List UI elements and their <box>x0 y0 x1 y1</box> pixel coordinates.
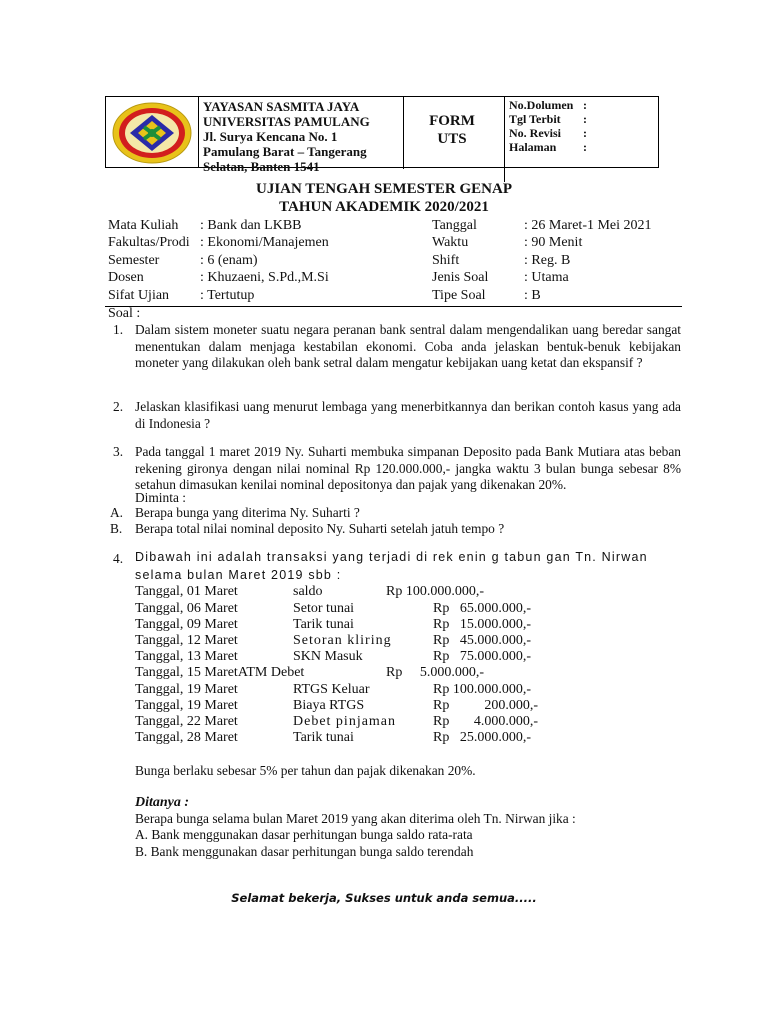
info-label: Semester <box>108 253 160 268</box>
university-logo <box>106 97 198 167</box>
transaction-amount: Rp 200.000,- <box>433 698 538 713</box>
question-4-option-a: A. Bank menggunakan dasar perhitungan bunga saldo rata-rata <box>135 827 473 842</box>
document-meta <box>505 97 662 168</box>
header-table <box>105 96 659 174</box>
transaction-date: Tanggal, 19 Maret <box>135 698 238 713</box>
address-line-3: Selatan, Banten 1541 <box>203 159 320 174</box>
transaction-amount: Rp 75.000.000,- <box>433 649 531 664</box>
info-label: Tipe Soal <box>432 288 486 303</box>
transaction-desc: Debet pinjaman <box>293 714 397 729</box>
question-1-text: Dalam sistem moneter suatu negara peranan bank sentral dalam mengendalikan uang beredar sangat menentukan dalam menjaga kestabilan ekonomi. Coba anda jelaskan bentuk-benuk kebijakan moneter yang dilakukan oleh bank setral dalam mengatur kebijakan uang ketat dan ekspansif ? <box>135 322 681 371</box>
transaction-amount: Rp 25.000.000,- <box>433 730 531 745</box>
transaction-desc: Tarik tunai <box>293 617 354 632</box>
meta-colon: : <box>583 98 587 112</box>
academic-year: TAHUN AKADEMIK 2020/2021 <box>279 199 489 215</box>
question-2-text: Jelaskan klasifikasi uang menurut lembaga yang menerbitkannya dan berikan contoh kasus yang ada di Indonesia ? <box>135 399 681 431</box>
transaction-date: Tanggal, 19 Maret <box>135 682 238 697</box>
organization-info <box>199 97 404 174</box>
transaction-desc: SKN Masuk <box>293 649 363 664</box>
transaction-amount: Rp 65.000.000,- <box>433 601 531 616</box>
question-4-line-1: Dibawah ini adalah transaksi yang terjadi di rek enin g tabun gan Tn. Nirwan <box>135 550 648 564</box>
meta-label: Halaman <box>509 140 557 154</box>
address-line-2: Pamulang Barat – Tangerang <box>203 144 367 159</box>
transaction-date: Tanggal, 12 Maret <box>135 633 238 648</box>
transaction-amount: Rp 100.000.000,- <box>386 584 484 599</box>
transaction-amount: Rp 45.000.000,- <box>433 633 531 648</box>
info-value: : Tertutup <box>200 288 255 303</box>
form-code: UTS <box>437 131 467 147</box>
transaction-desc: RTGS Keluar <box>293 682 370 697</box>
info-value: : 26 Maret-1 Mei 2021 <box>524 218 652 233</box>
transaction-desc: Setor tunai <box>293 601 355 616</box>
info-label: Jenis Soal <box>432 270 489 285</box>
transaction-desc: Biaya RTGS <box>293 698 365 713</box>
question-4-line-2: selama bulan Maret 2019 sbb : <box>135 568 342 582</box>
transaction-amount: Rp 15.000.000,- <box>433 617 531 632</box>
info-value: : B <box>524 288 541 303</box>
info-value: : Bank dan LKBB <box>200 218 302 233</box>
transaction-desc: Setoran kliring <box>293 633 392 648</box>
meta-label: No. Revisi <box>509 126 561 140</box>
meta-row <box>509 140 662 154</box>
address-line-1: Jl. Surya Kencana No. 1 <box>203 129 338 144</box>
meta-colon: : <box>583 126 587 140</box>
soal-label: Soal : <box>108 306 141 321</box>
exam-title: UJIAN TENGAH SEMESTER GENAP <box>255 181 513 197</box>
interest-note: Bunga berlaku sebesar 5% per tahun dan pajak dikenakan 20%. <box>135 763 476 778</box>
university-name: UNIVERSITAS PAMULANG <box>203 114 370 129</box>
closing-message: Selamat bekerja, Sukses untuk anda semua..... <box>231 891 537 905</box>
transaction-amount: Rp 5.000.000,- <box>386 665 484 680</box>
transaction-amount: Rp 4.000.000,- <box>433 714 538 729</box>
meta-row <box>509 126 662 140</box>
divider <box>105 306 682 307</box>
info-value: : 90 Menit <box>524 235 583 250</box>
transaction-date: Tanggal, 28 Maret <box>135 730 238 745</box>
form-label: FORM <box>429 113 475 129</box>
question-number: 3. <box>113 444 124 459</box>
transaction-desc: saldo <box>293 584 323 599</box>
info-label: Fakultas/Prodi <box>108 235 190 250</box>
transaction-date: Tanggal, 09 Maret <box>135 617 238 632</box>
meta-row <box>509 98 662 112</box>
info-value: : Reg. B <box>524 253 571 268</box>
info-label: Dosen <box>108 270 144 285</box>
question-3-text: Pada tanggal 1 maret 2019 Ny. Suharti membuka simpanan Deposito pada Bank Mutiara atas beban rekening gironya dengan nilai nominal Rp 120.000.000,- jangka waktu 3 bulan bunga sebesar 8% setahun dimasukan kenilai nominal depositonya dan pajak yang dikenakan 20%. <box>135 444 681 493</box>
info-value: : Utama <box>524 270 569 285</box>
meta-row <box>509 112 662 126</box>
option-text: Berapa bunga yang diterima Ny. Suharti ? <box>135 505 360 520</box>
transaction-desc: Tarik tunai <box>293 730 354 745</box>
question-4-ask: Berapa bunga selama bulan Maret 2019 yang akan diterima oleh Tn. Nirwan jika : <box>135 811 576 826</box>
info-label: Waktu <box>432 235 469 250</box>
meta-colon: : <box>583 112 587 126</box>
option-text: Berapa total nilai nominal deposito Ny. Suharti setelah jatuh tempo ? <box>135 521 505 536</box>
ditanya-label: Ditanya : <box>135 795 190 810</box>
meta-label: No.Dolumen <box>509 98 574 112</box>
transaction-date: Tanggal, 15 MaretATM Debet <box>135 665 305 680</box>
transaction-amount: Rp 100.000.000,- <box>433 682 531 697</box>
info-label: Tanggal <box>432 218 477 233</box>
info-value: : Ekonomi/Manajemen <box>200 235 329 250</box>
question-number: 1. <box>113 322 124 337</box>
meta-label: Tgl Terbit <box>509 112 561 126</box>
info-value: : 6 (enam) <box>200 253 258 268</box>
info-label: Mata Kuliah <box>108 218 179 233</box>
info-label: Shift <box>432 253 460 268</box>
logo-cell <box>106 97 199 167</box>
meta-colon: : <box>583 140 587 154</box>
option-label: B. <box>110 521 123 536</box>
question-number: 4. <box>113 551 124 566</box>
transaction-date: Tanggal, 01 Maret <box>135 584 238 599</box>
info-value: : Khuzaeni, S.Pd.,M.Si <box>200 270 329 285</box>
option-label: A. <box>110 505 124 520</box>
info-label: Sifat Ujian <box>108 288 170 303</box>
diminta-label: Diminta : <box>135 490 186 505</box>
transaction-date: Tanggal, 13 Maret <box>135 649 238 664</box>
question-4-option-b: B. Bank menggunakan dasar perhitungan bunga saldo terendah <box>135 844 474 859</box>
org-name: YAYASAN SASMITA JAYA <box>203 99 360 114</box>
transaction-date: Tanggal, 22 Maret <box>135 714 238 729</box>
form-type <box>400 97 505 182</box>
question-number: 2. <box>113 399 124 414</box>
transaction-date: Tanggal, 06 Maret <box>135 601 238 616</box>
